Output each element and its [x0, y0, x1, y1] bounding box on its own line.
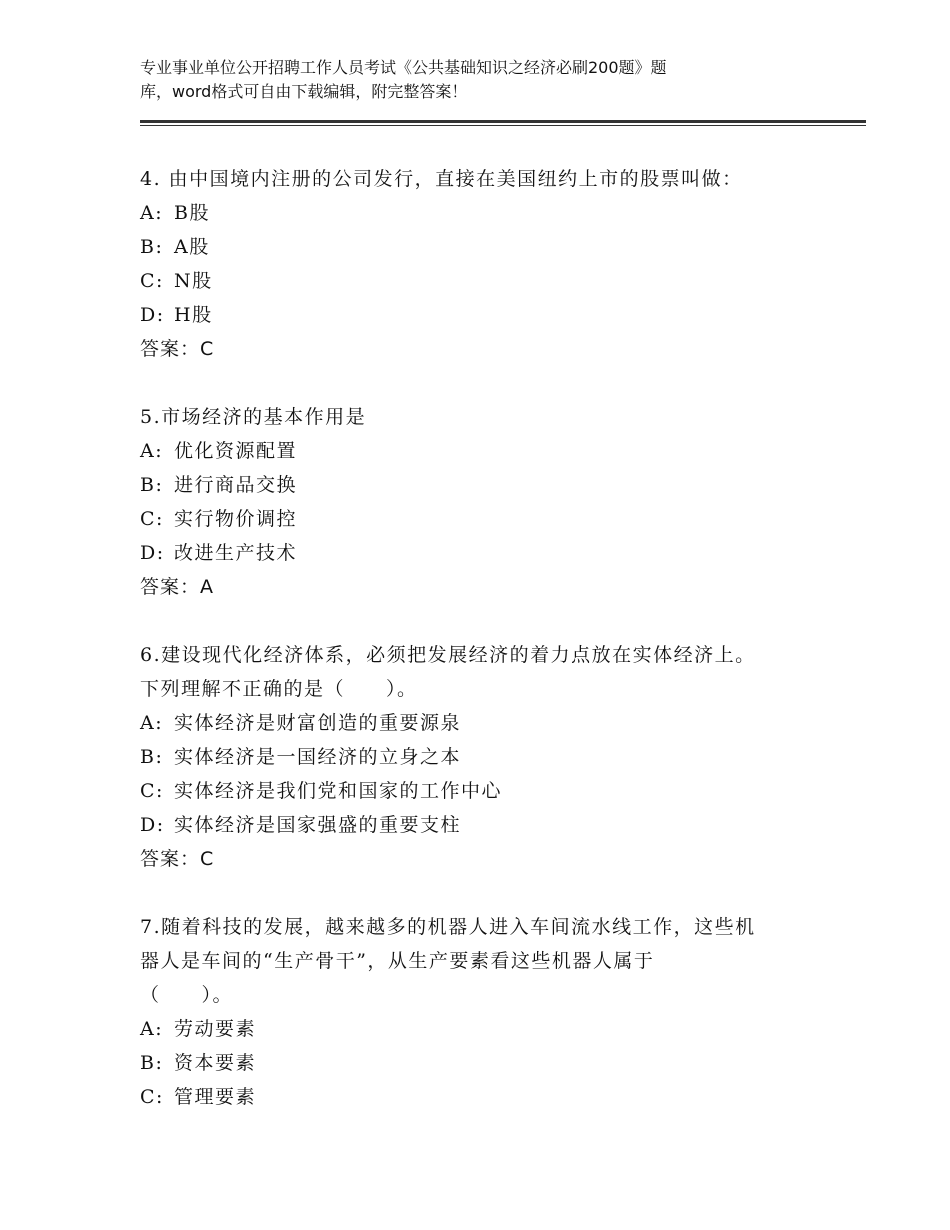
option-text: 实体经济是一国经济的立身之本	[174, 746, 462, 768]
document-header	[140, 56, 780, 104]
option-text: 优化资源配置	[174, 440, 298, 462]
option-text: 劳动要素	[174, 1018, 257, 1040]
answer-text: 答案：A	[140, 576, 214, 598]
option-key: B:	[140, 746, 164, 768]
header-title-line-2: 库，word格式可自由下载编辑，附完整答案！	[140, 82, 468, 101]
option-key: D:	[140, 304, 165, 326]
option-text: A股	[174, 236, 210, 258]
option-text: 实体经济是财富创造的重要源泉	[174, 712, 462, 734]
option-row	[140, 230, 840, 264]
option-key: A:	[140, 440, 164, 462]
option-row	[140, 434, 840, 468]
question-list	[140, 162, 840, 1148]
option-row	[140, 196, 840, 230]
question-text: 器人是车间的“生产骨干”，从生产要素看这些机器人属于	[140, 950, 655, 972]
question-block	[140, 910, 840, 1114]
option-key: C:	[140, 270, 164, 292]
option-row	[140, 536, 840, 570]
header-divider-thin	[140, 125, 866, 126]
option-row	[140, 1046, 840, 1080]
option-row	[140, 808, 840, 842]
option-row	[140, 298, 840, 332]
option-key: D:	[140, 814, 165, 836]
question-text: （ ）。	[140, 984, 234, 1006]
option-row	[140, 1012, 840, 1046]
option-row	[140, 264, 840, 298]
option-row	[140, 502, 840, 536]
option-text: 进行商品交换	[174, 474, 298, 496]
option-text: 实行物价调控	[174, 508, 298, 530]
option-key: B:	[140, 1052, 164, 1074]
question-text: 5.市场经济的基本作用是	[140, 406, 367, 428]
question-text: 4. 由中国境内注册的公司发行，直接在美国纽约上市的股票叫做：	[140, 168, 743, 190]
option-text: 管理要素	[174, 1086, 257, 1108]
option-key: A:	[140, 712, 164, 734]
question-block	[140, 400, 840, 604]
option-text: B股	[174, 202, 210, 224]
option-row	[140, 706, 840, 740]
question-text: 下列理解不正确的是（ ）。	[140, 678, 418, 700]
question-text: 6.建设现代化经济体系，必须把发展经济的着力点放在实体经济上。	[140, 644, 756, 666]
option-key: A:	[140, 1018, 164, 1040]
option-row	[140, 740, 840, 774]
option-key: D:	[140, 542, 165, 564]
option-row	[140, 774, 840, 808]
option-key: B:	[140, 474, 164, 496]
option-key: C:	[140, 508, 164, 530]
option-key: C:	[140, 780, 164, 802]
option-row	[140, 468, 840, 502]
answer-text: 答案：C	[140, 848, 215, 870]
header-divider-thick	[140, 120, 866, 123]
option-text: 实体经济是我们党和国家的工作中心	[174, 780, 503, 802]
question-block	[140, 638, 840, 876]
option-text: N股	[174, 270, 213, 292]
option-text: 改进生产技术	[174, 542, 298, 564]
header-title-line-1: 专业事业单位公开招聘工作人员考试《公共基础知识之经济必刷200题》题	[140, 58, 667, 77]
option-key: C:	[140, 1086, 164, 1108]
option-text: 实体经济是国家强盛的重要支柱	[174, 814, 462, 836]
question-block	[140, 162, 840, 366]
option-key: B:	[140, 236, 164, 258]
option-text: 资本要素	[174, 1052, 257, 1074]
option-key: A:	[140, 202, 164, 224]
answer-text: 答案：C	[140, 338, 215, 360]
question-text: 7.随着科技的发展，越来越多的机器人进入车间流水线工作，这些机	[140, 916, 756, 938]
option-text: H股	[174, 304, 213, 326]
option-row	[140, 1080, 840, 1114]
